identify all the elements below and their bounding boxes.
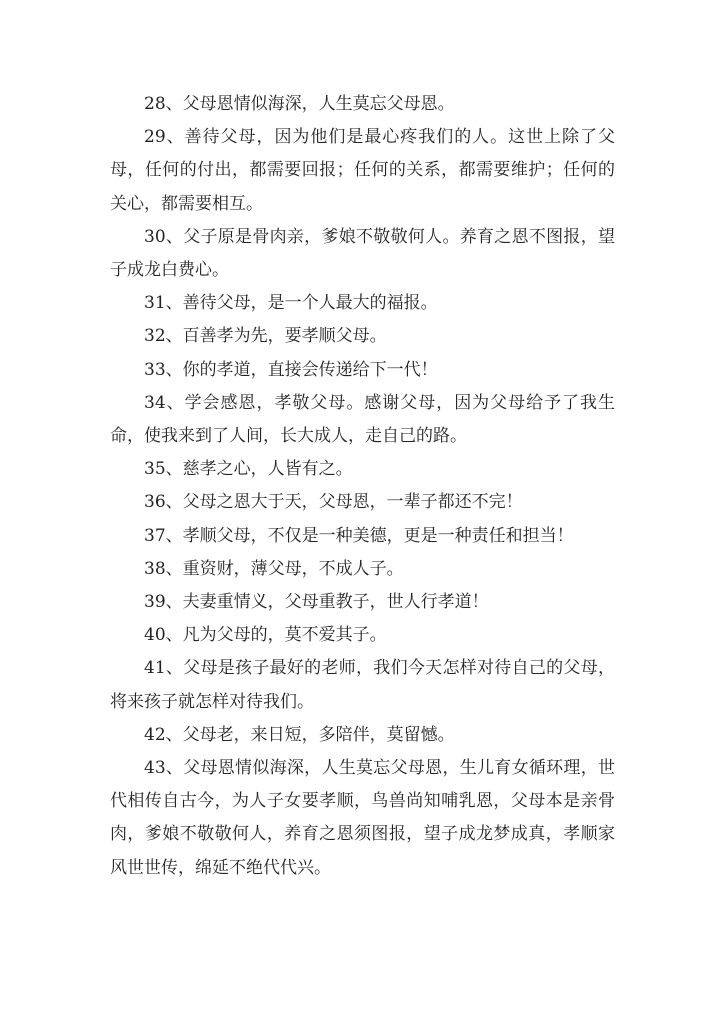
paragraph-35: 35、慈孝之心，人皆有之。 (144, 459, 353, 480)
paragraph-30: 30、父子原是骨肉亲，爹娘不敬敬何人。养育之恩不图报，望子成龙白费心。 (110, 226, 615, 281)
document-body (110, 88, 615, 885)
paragraph-43: 43、父母恩情似海深，人生莫忘父母恩，生儿育女循环理，世代相传自古今，为人子女要孝顺，鸟兽尚知哺乳恩，父母本是亲骨肉，爹娘不敬敬何人，养育之恩须图报，望子成龙梦成真，孝顺家风世世传，绵延不绝代代兴。 (110, 758, 615, 878)
paragraph-40: 40、凡为父母的，莫不爱其子。 (144, 625, 387, 646)
paragraph-39: 39、夫妻重情义，父母重教子，世人行孝道！ (144, 592, 489, 613)
paragraph-31: 31、善待父母，是一个人最大的福报。 (144, 293, 438, 314)
paragraph-36: 36、父母之恩大于天，父母恩，一辈子都还不完！ (144, 492, 523, 513)
paragraph-37: 37、孝顺父母，不仅是一种美德，更是一种责任和担当！ (144, 525, 574, 546)
paragraph-28: 28、父母恩情似海深，人生莫忘父母恩。 (144, 94, 455, 114)
paragraph-38: 38、重资财，薄父母，不成人子。 (144, 558, 404, 579)
paragraph-41: 41、父母是孩子最好的老师，我们今天怎样对待自己的父母，将来孩子就怎样对待我们。 (110, 658, 615, 712)
paragraph-34: 34、学会感恩，孝敬父母。感谢父母，因为父母给予了我生命，使我来到了人间，长大成人，走自己的路。 (110, 392, 615, 447)
paragraph-29: 29、善待父母，因为他们是最心疼我们的人。这世上除了父母，任何的付出，都需要回报；任何的关系，都需要维护；任何的关心，都需要相互。 (110, 127, 615, 214)
paragraph-32: 32、百善孝为先，要孝顺父母。 (144, 326, 387, 347)
paragraph-33: 33、你的孝道，直接会传递给下一代！ (144, 359, 438, 380)
paragraph-42: 42、父母老，来日短，多陪伴，莫留憾。 (144, 724, 455, 745)
